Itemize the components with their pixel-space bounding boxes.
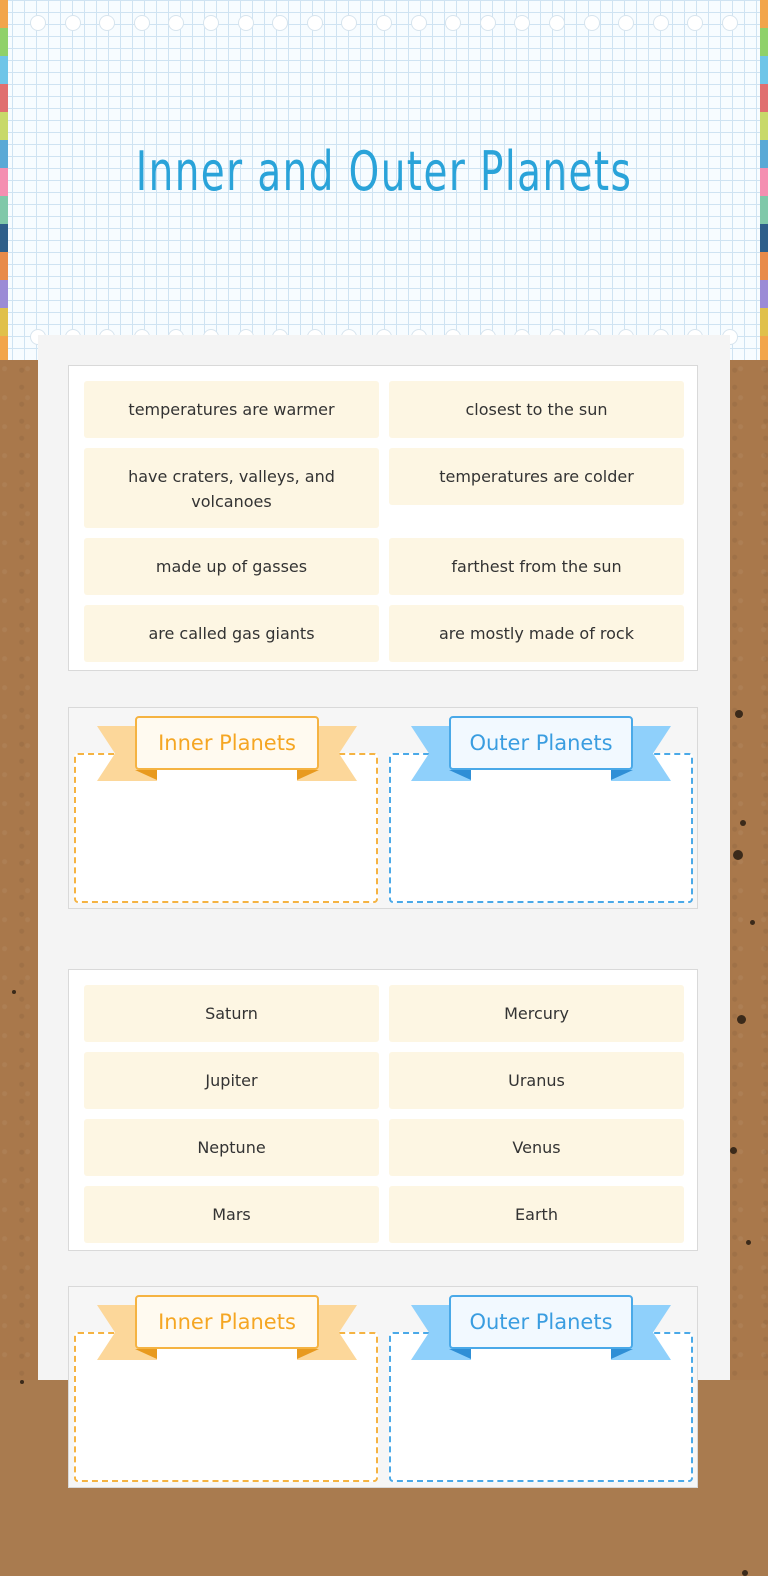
worksheet-header bbox=[0, 0, 768, 360]
draggable-card[interactable]: Uranus bbox=[389, 1052, 684, 1109]
outer-planets-banner bbox=[411, 716, 671, 772]
draggable-card[interactable]: Saturn bbox=[84, 985, 379, 1042]
outer-planets-banner bbox=[411, 1295, 671, 1351]
worksheet-sheet bbox=[38, 335, 730, 1380]
worksheet-title: Inner and Outer Planets bbox=[135, 140, 633, 203]
draggable-card[interactable]: temperatures are warmer bbox=[84, 381, 379, 438]
draggable-card[interactable]: temperatures are colder bbox=[389, 448, 684, 505]
inner-planets-label: Inner Planets bbox=[135, 1295, 319, 1349]
outer-planets-label: Outer Planets bbox=[449, 716, 633, 770]
draggable-card[interactable]: are called gas giants bbox=[84, 605, 379, 662]
draggable-card[interactable]: are mostly made of rock bbox=[389, 605, 684, 662]
draggable-card[interactable]: Venus bbox=[389, 1119, 684, 1176]
draggable-card[interactable]: made up of gasses bbox=[84, 538, 379, 595]
inner-planets-banner bbox=[97, 716, 357, 772]
draggable-card[interactable]: closest to the sun bbox=[389, 381, 684, 438]
draggable-card[interactable]: Jupiter bbox=[84, 1052, 379, 1109]
draggable-card[interactable]: Earth bbox=[389, 1186, 684, 1243]
draggable-card[interactable]: Neptune bbox=[84, 1119, 379, 1176]
card-bank-1 bbox=[68, 365, 698, 671]
inner-planets-label: Inner Planets bbox=[135, 716, 319, 770]
draggable-card[interactable]: farthest from the sun bbox=[389, 538, 684, 595]
sort-area-1 bbox=[68, 707, 698, 909]
draggable-card[interactable]: Mars bbox=[84, 1186, 379, 1243]
outer-planets-label: Outer Planets bbox=[449, 1295, 633, 1349]
notebook-holes-top bbox=[30, 15, 738, 31]
draggable-card[interactable]: Mercury bbox=[389, 985, 684, 1042]
decorative-stripes-left bbox=[0, 0, 8, 360]
sort-area-2 bbox=[68, 1286, 698, 1488]
card-bank-2 bbox=[68, 969, 698, 1251]
inner-planets-banner bbox=[97, 1295, 357, 1351]
draggable-card[interactable]: have craters, valleys, and volcanoes bbox=[84, 448, 379, 528]
decorative-stripes-right bbox=[760, 0, 768, 360]
